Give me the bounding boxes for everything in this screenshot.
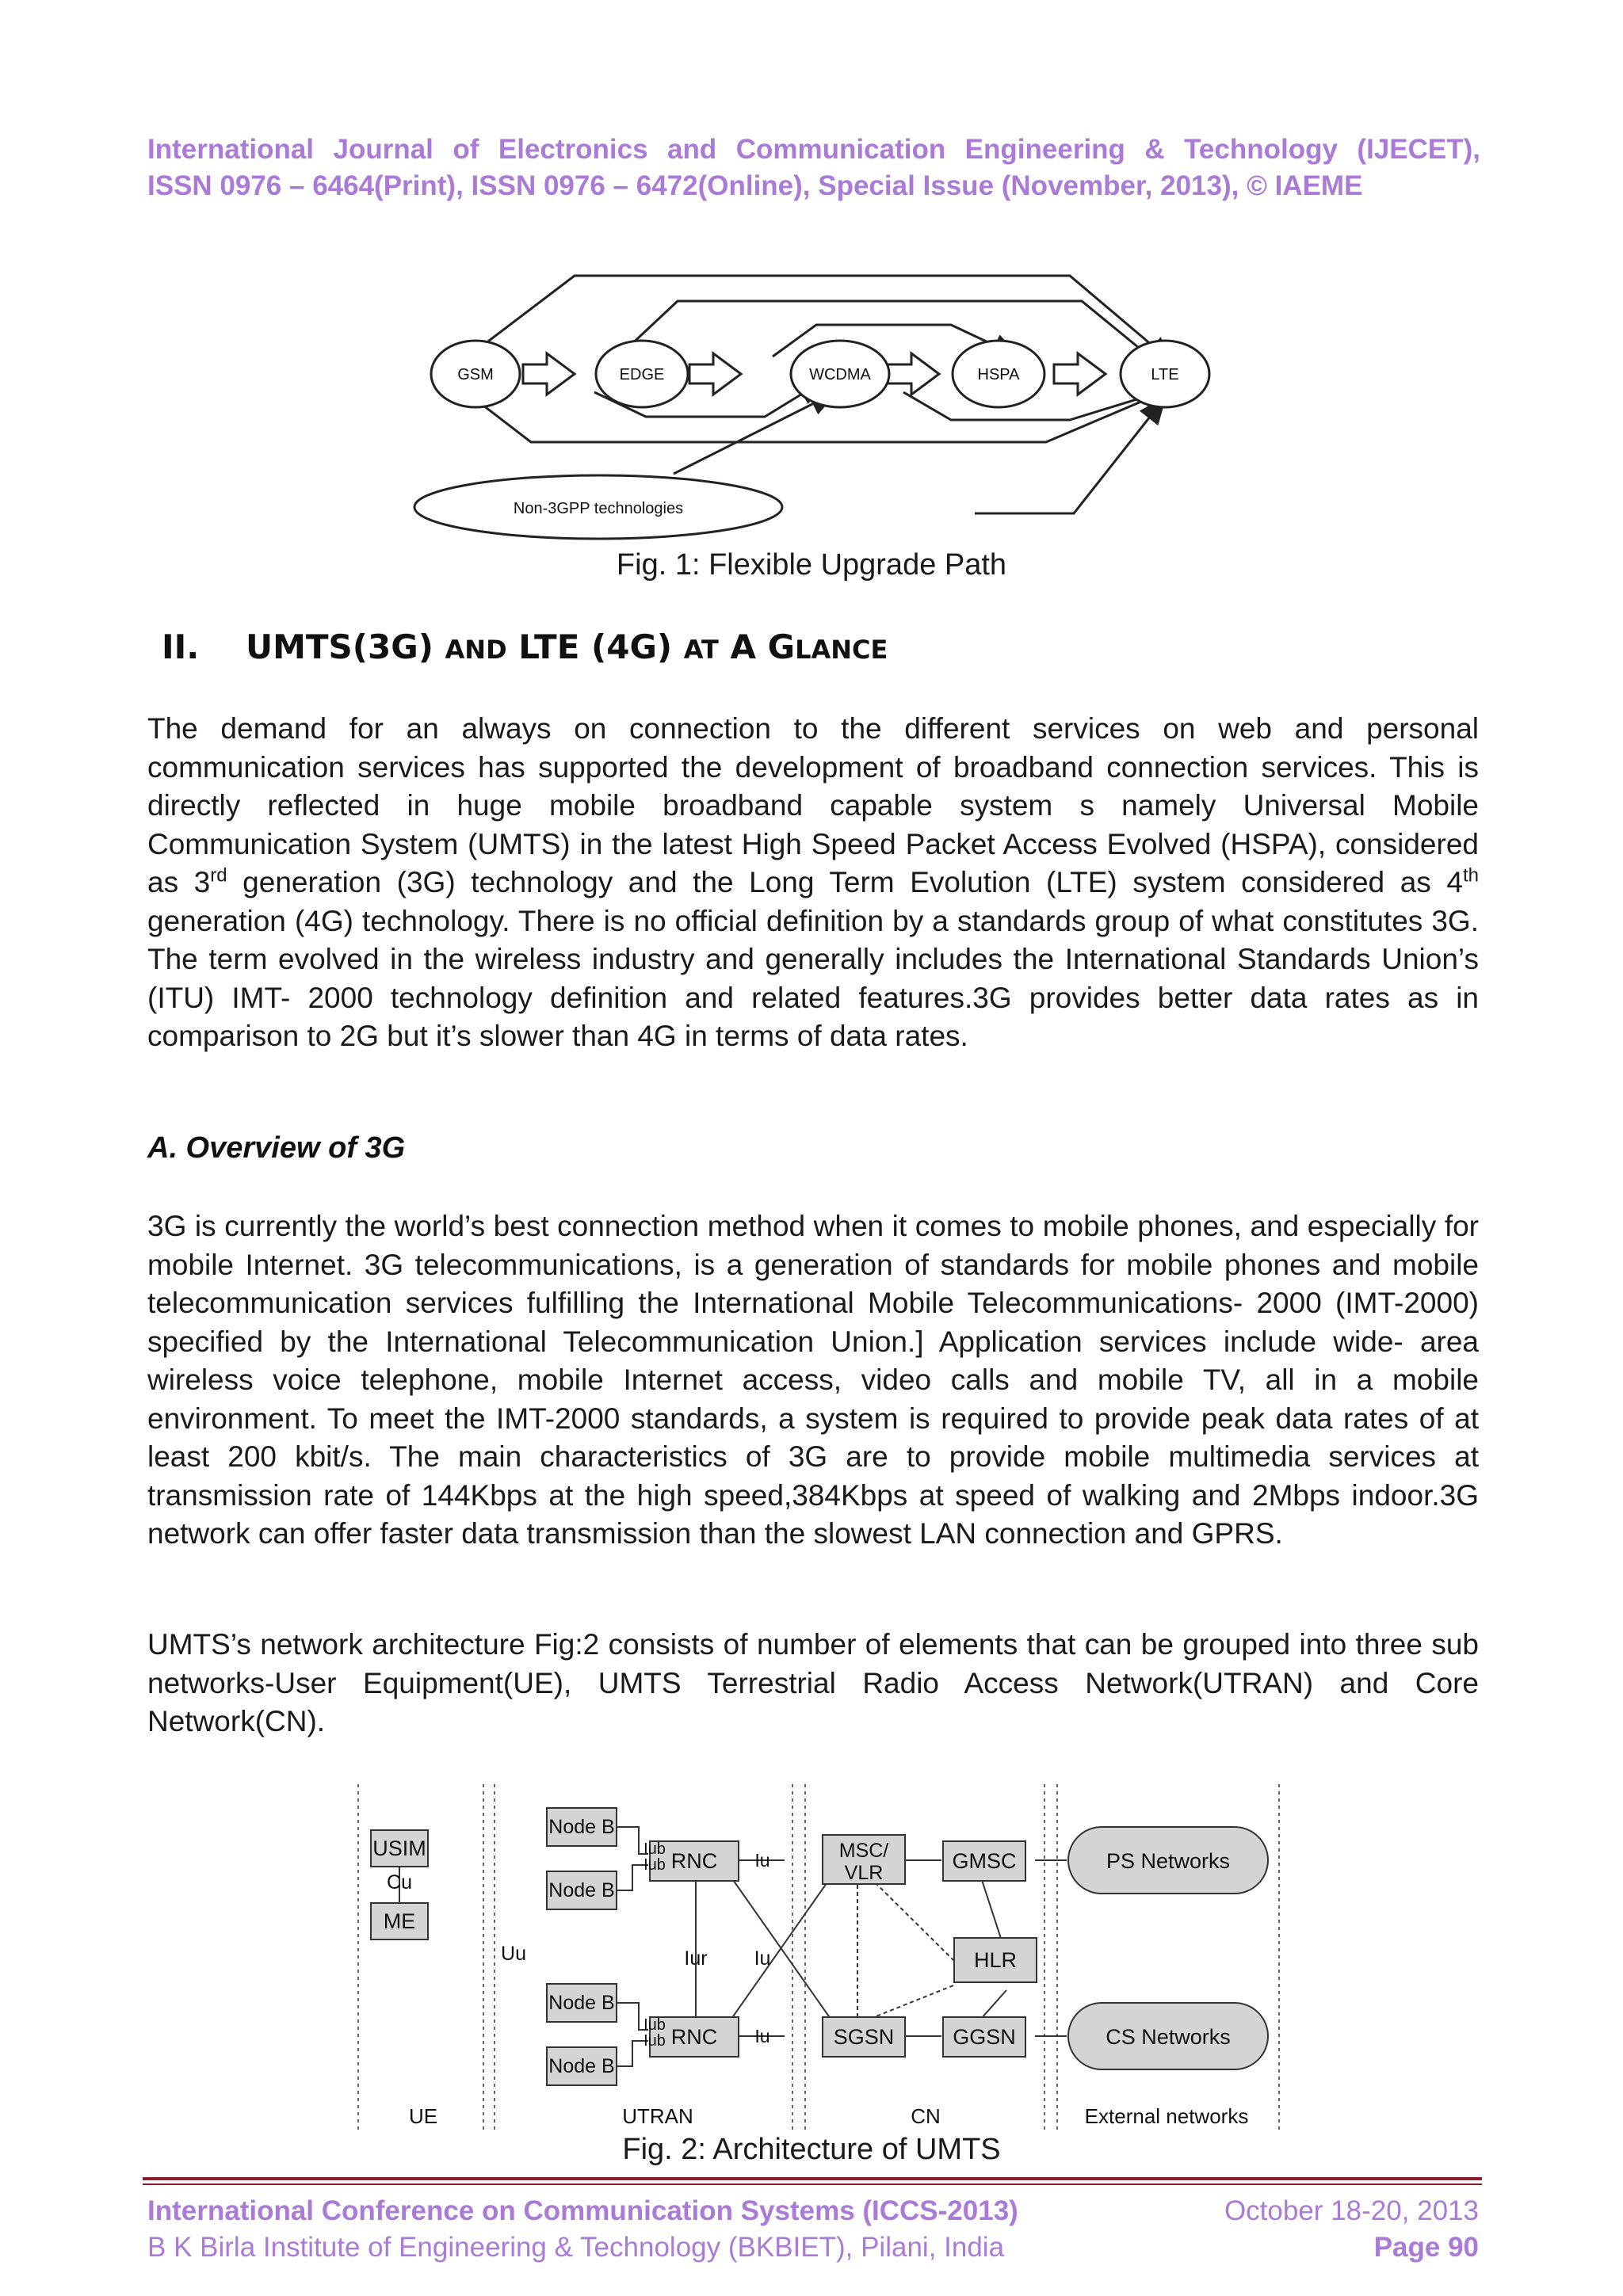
section-title-b: AND xyxy=(445,635,507,665)
section-number: II. xyxy=(162,627,200,666)
nodeb-label-3: Node B xyxy=(548,1992,615,2014)
cs-networks-label: CS Networks xyxy=(1106,2025,1231,2049)
label-wcdma: WCDMA xyxy=(809,366,871,383)
section-title-c: LTE (4G) xyxy=(506,627,684,666)
me-label: ME xyxy=(383,1909,416,1933)
figure-umts-architecture xyxy=(355,1783,1282,2131)
paragraph-overview-3g: 3G is currently the world’s best connection method when it comes to mobile phones, and especially for mobile Internet. 3G telecommunications, is a generation of standards for mobile phones and mobile telecommunication services fulfilling the International Mobile Telecommunications- 2000 (IMT-2000) specified by the International Telecommunication Union.] Application services include wide- area wireless voice telephone, mobile Internet access, video calls and mobile TV, all in a mobile environment. To meet the IMT-2000 standards, a system is required to provide peak data rates of at least 200 kbit/s. The main characteristics of 3G are to provide mobile multimedia services at transmission rate of 144Kbps at the high speed,384Kbps at speed of walking and 2Mbps indoor.3G network can offer faster data transmission than the slowest LAN connection and GPRS. xyxy=(147,1210,1479,1550)
page-number: Page 90 xyxy=(1373,2232,1479,2263)
label-gsm: GSM xyxy=(457,366,494,383)
label-hspa: HSPA xyxy=(977,366,1020,383)
footer-rule xyxy=(143,2177,1482,2180)
iu-label-1: Iu xyxy=(754,1850,770,1871)
iub-label-3: Iub xyxy=(643,2016,666,2034)
paragraph-intro xyxy=(147,710,1479,1056)
section-title-a: UMTS(3G) xyxy=(246,627,445,666)
external-networks-label: External networks xyxy=(1084,2104,1249,2128)
label-non3gpp: Non-3GPP technologies xyxy=(513,500,684,517)
usim-label: USIM xyxy=(372,1836,426,1860)
ggsn-label: GGSN xyxy=(953,2025,1016,2049)
footer-rule-thin xyxy=(143,2183,1482,2185)
utran-group-label: UTRAN xyxy=(622,2104,693,2128)
section-title-d: AT xyxy=(683,635,719,665)
iu-label-2: Iu xyxy=(754,1947,771,1970)
footer-right xyxy=(1224,2193,1479,2266)
iur-label: Iur xyxy=(684,1947,708,1970)
gmsc-label: GMSC xyxy=(952,1849,1017,1873)
iub-label-1: Iub xyxy=(643,1840,666,1858)
figure-1-caption: Fig. 1: Flexible Upgrade Path xyxy=(616,548,1007,582)
nodeb-label-2: Node B xyxy=(548,1879,615,1901)
ps-networks-label: PS Networks xyxy=(1106,1849,1231,1873)
figure-2-caption: Fig. 2: Architecture of UMTS xyxy=(622,2133,1001,2166)
header-line-1: International Journal of Electronics and Communication Engineering & Technology (IJECET), xyxy=(147,134,1480,165)
institute-name: B K Birla Institute of Engineering & Technology (BKBIET), Pilani, India xyxy=(147,2232,1005,2263)
paragraph-umts-architecture: UMTS’s network architecture Fig:2 consists of number of elements that can be grouped into three sub networks-User Equipment(UE), UMTS Terrestrial Radio Access Network(UTRAN) and Core Network(CN). xyxy=(147,1628,1479,1737)
para1-sup-rd: rd xyxy=(210,864,227,887)
footer-left xyxy=(147,2193,1018,2266)
ue-group-label: UE xyxy=(408,2104,438,2128)
hlr-label: HLR xyxy=(973,1948,1018,1972)
figure-upgrade-path xyxy=(412,261,1268,555)
header-line-2: ISSN 0976 – 6464(Print), ISSN 0976 – 6472(Online), Special Issue (November, 2013), © IAEME xyxy=(147,170,1363,201)
iub-label-2: Iub xyxy=(643,1856,666,1874)
cn-group-label: CN xyxy=(911,2104,941,2128)
para1-sup-th: th xyxy=(1462,864,1479,887)
msc-label-1: MSC/ xyxy=(838,1840,889,1862)
para1-part-a: The demand for an always on connection to the different services on web and personal communication services has supported the development of broadband connection services. This is directly reflected in huge mobile broadband capable system s namely Universal Mobile Communication System (UMTS) in the latest High Speed Packet Access Evolved (HSPA), considered as 3 xyxy=(147,712,1479,898)
uu-label: Uu xyxy=(501,1943,526,1965)
nodeb-label-4: Node B xyxy=(548,2055,615,2077)
iu-label-3: Iu xyxy=(754,2026,770,2046)
iub-label-4: Iub xyxy=(643,2032,666,2050)
journal-header xyxy=(147,132,1480,204)
cu-label: Cu xyxy=(387,1871,412,1894)
conference-name: International Conference on Communication Systems (ICCS-2013) xyxy=(147,2195,1018,2226)
conference-dates: October 18-20, 2013 xyxy=(1224,2195,1479,2226)
para1-part-c: generation (4G) technology. There is no official definition by a standards group of what constitutes 3G. The term evolved in the wireless industry and generally includes the International Standards Union’s (ITU) IMT- 2000 technology definition and related features.3G provides better data rates as in comparison to 2G but it’s slower than 4G in terms of data rates. xyxy=(147,904,1479,1052)
section-title-f: LANCE xyxy=(795,635,888,665)
sgsn-label: SGSN xyxy=(833,2025,895,2049)
nodeb-label-1: Node B xyxy=(548,1816,615,1838)
para1-part-b: generation (3G) technology and the Long Term Evolution (LTE) system considered as 4 xyxy=(227,866,1463,898)
rnc-label-1: RNC xyxy=(670,1849,718,1873)
subsection-heading: A. Overview of 3G xyxy=(147,1131,406,1165)
section-heading xyxy=(162,627,888,666)
section-title-e: A G xyxy=(718,627,796,666)
label-edge: EDGE xyxy=(619,366,665,383)
msc-label-2: VLR xyxy=(844,1862,884,1884)
label-lte: LTE xyxy=(1151,366,1179,383)
rnc-label-2: RNC xyxy=(670,2025,718,2049)
